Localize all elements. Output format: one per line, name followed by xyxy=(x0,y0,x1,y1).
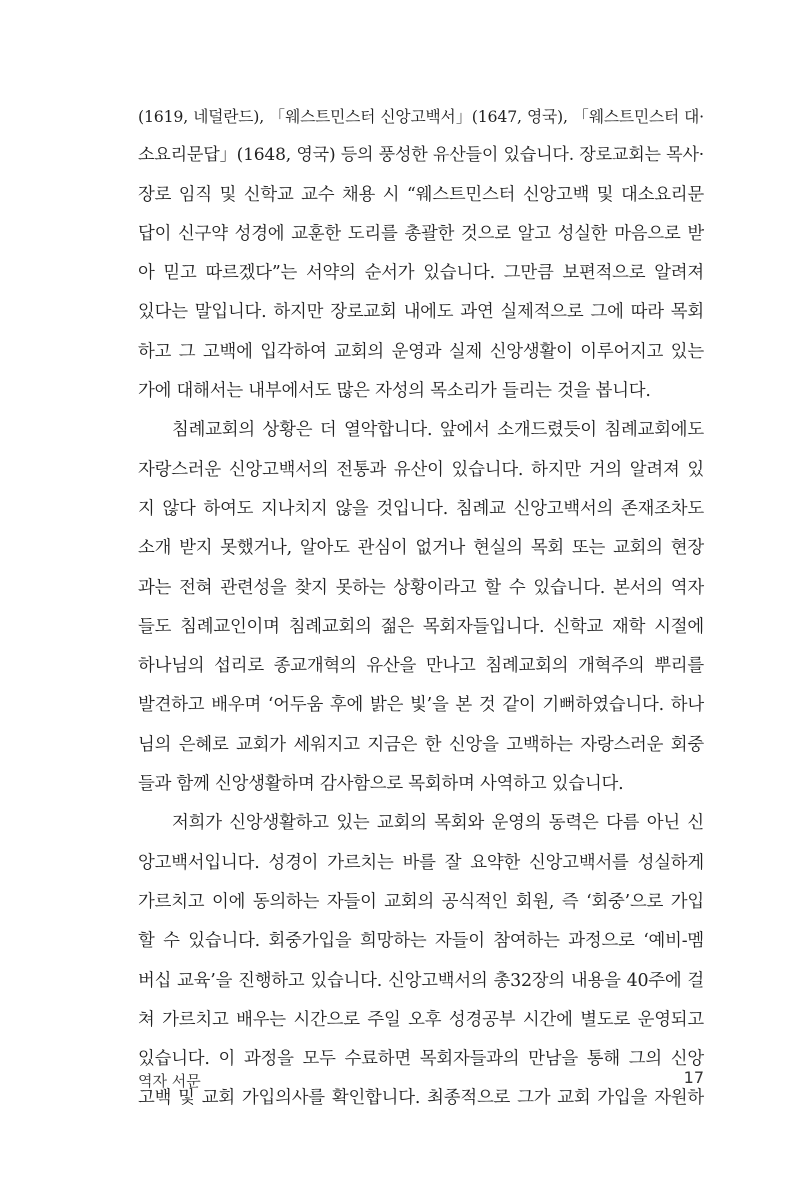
text-line: 쳐 가르치고 배우는 시간으로 주일 오후 성경공부 시간에 별도로 운영되고 xyxy=(138,1009,704,1030)
text-line: 답이 신구약 성경에 교훈한 도리를 총괄한 것으로 알고 성실한 마음으로 받 xyxy=(138,223,704,244)
text-line: 소개 받지 못했거나, 알아도 관심이 없거나 현실의 목회 또는 교회의 현장 xyxy=(138,538,704,559)
text-line: 있다는 말입니다. 하지만 장로교회 내에도 과연 실제적으로 그에 따라 목회 xyxy=(138,302,704,323)
text-line: 들도 침례교인이며 침례교회의 젊은 목회자들입니다. 신학교 재학 시절에 xyxy=(138,616,704,637)
text-line: 하나님의 섭리로 종교개혁의 유산을 만나고 침례교회의 개혁주의 뿌리를 xyxy=(138,656,704,677)
paragraph xyxy=(138,804,704,1118)
text-line: 아 믿고 따르겠다”는 서약의 순서가 있습니다. 그만큼 보편적으로 알려져 xyxy=(138,263,704,284)
text-line: 저희가 신앙생활하고 있는 교회의 목회와 운영의 동력은 다름 아닌 신 xyxy=(172,813,704,834)
text-line: 지 않다 하여도 지나치지 않을 것입니다. 침례교 신앙고백서의 존재조차도 xyxy=(138,498,704,519)
running-footer-title: 역자 서문 xyxy=(138,1072,201,1090)
paragraph xyxy=(138,97,704,411)
text-line: 들과 함께 신앙생활하며 감사함으로 목회하며 사역하고 있습니다. xyxy=(138,774,624,795)
text-line: 침례교회의 상황은 더 열악합니다. 앞에서 소개드렸듯이 침례교회에도 xyxy=(172,420,704,441)
text-line: 하고 그 고백에 입각하여 교회의 운영과 실제 신앙생활이 이루어지고 있는 xyxy=(138,341,704,362)
text-line: 버십 교육’을 진행하고 있습니다. 신앙고백서의 총32장의 내용을 40주에 걸 xyxy=(138,970,704,991)
text-line: 있습니다. 이 과정을 모두 수료하면 목회자들과의 만남을 통해 그의 신앙 xyxy=(138,1049,704,1070)
text-line: 앙고백서입니다. 성경이 가르치는 바를 잘 요약한 신앙고백서를 성실하게 xyxy=(138,852,704,873)
body-text xyxy=(138,97,704,1119)
text-line: 발견하고 배우며 ‘어두움 후에 밝은 빛’을 본 것 같이 기뻐하였습니다. 하나 xyxy=(138,695,704,716)
text-line: 장로 임직 및 신학교 교수 채용 시 “웨스트민스터 신앙고백 및 대소요리문 xyxy=(138,184,704,205)
text-line: 자랑스러운 신앙고백서의 전통과 유산이 있습니다. 하지만 거의 알려져 있 xyxy=(138,459,704,480)
text-line: 소요리문답」(1648, 영국) 등의 풍성한 유산들이 있습니다. 장로교회는 목사· xyxy=(138,145,704,166)
text-line: 가르치고 이에 동의하는 자들이 교회의 공식적인 회원, 즉 ‘회중’으로 가입 xyxy=(138,891,704,912)
paragraph xyxy=(138,411,704,804)
text-line: 가에 대해서는 내부에서도 많은 자성의 목소리가 들리는 것을 봅니다. xyxy=(138,381,651,402)
text-line: 고백 및 교회 가입의사를 확인합니다. 최종적으로 그가 교회 가입을 자원하 xyxy=(138,1088,704,1109)
text-line: 할 수 있습니다. 회중가입을 희망하는 자들이 참여하는 과정으로 ‘예비-멤 xyxy=(138,931,704,952)
text-line: (1619, 네덜란드), 「웨스트민스터 신앙고백서」(1647, 영국), 「웨스트민스터 대· xyxy=(138,107,704,126)
text-line: 님의 은혜로 교회가 세워지고 지금은 한 신앙을 고백하는 자랑스러운 회중 xyxy=(138,734,704,755)
page-number: 17 xyxy=(683,1068,704,1087)
text-line: 과는 전혀 관련성을 찾지 못하는 상황이라고 할 수 있습니다. 본서의 역자 xyxy=(138,577,704,598)
